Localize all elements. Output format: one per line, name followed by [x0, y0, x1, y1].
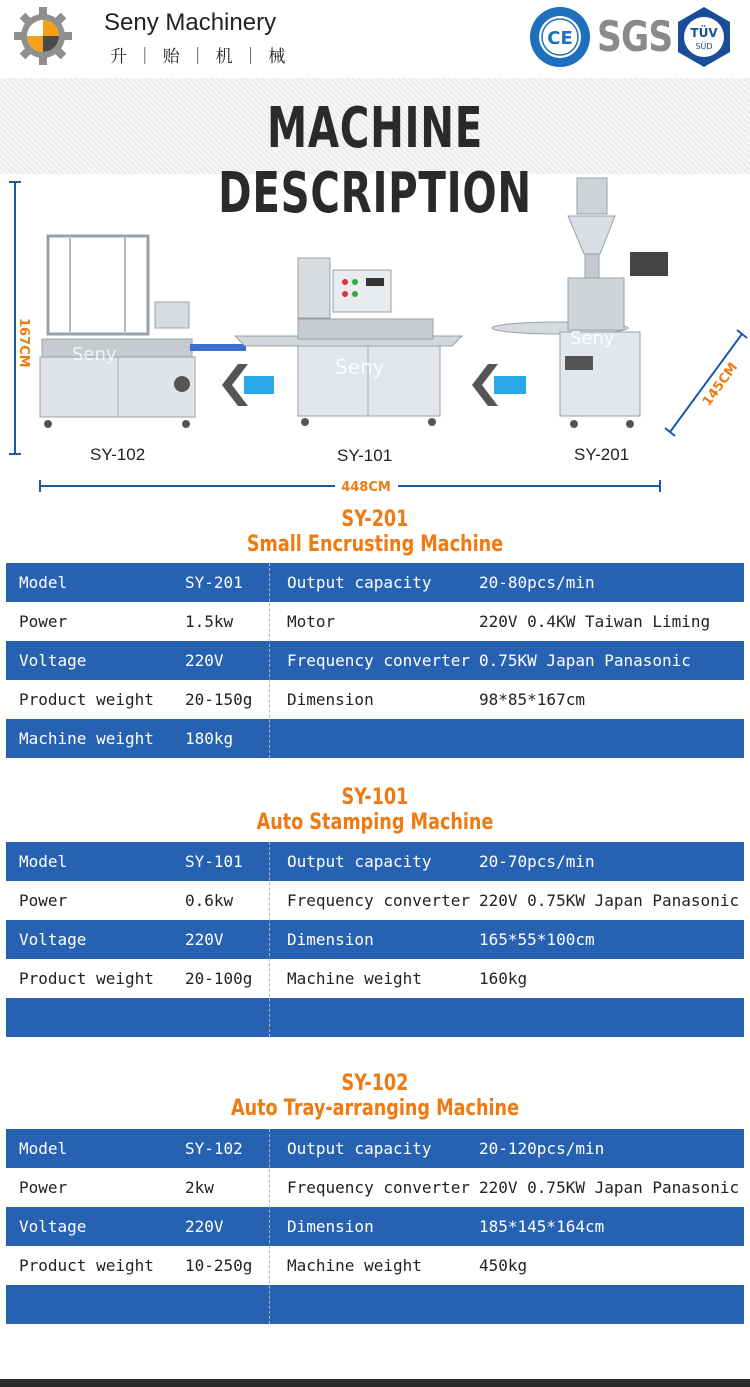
- tuv-certification-icon: [673, 6, 735, 68]
- spec-label: Product weight: [19, 969, 154, 988]
- spec-table-sy-201: [6, 563, 744, 758]
- spec-label: Model: [19, 573, 68, 592]
- tuv-text: TÜV: [690, 26, 718, 40]
- spec-value: 98*85*167cm: [479, 690, 585, 709]
- spec-value: SY-101: [185, 852, 243, 871]
- spec-value: SY-201: [185, 573, 243, 592]
- spec-label: Power: [19, 891, 68, 910]
- width-label: 448CM: [341, 480, 391, 495]
- depth-label: 145CM: [699, 360, 742, 410]
- header: [0, 0, 750, 76]
- machine-illustration: [0, 174, 750, 504]
- spec-label: Machine weight: [19, 729, 154, 748]
- spec-value: 2kw: [185, 1178, 214, 1197]
- spec-label: Product weight: [19, 690, 154, 709]
- height-label: 167CM: [16, 318, 31, 368]
- machine-label-sy-101: SY-101: [337, 446, 393, 465]
- spec-value: 20-150g: [185, 690, 253, 709]
- spec-value: 20-120pcs/min: [479, 1139, 605, 1158]
- column-divider: [269, 563, 270, 758]
- machine-sy-101-drawing: [235, 258, 462, 426]
- watermark-3: Seny: [570, 328, 615, 349]
- table-row: [6, 602, 744, 641]
- footer-bar: [0, 1379, 750, 1387]
- gear-logo-icon: [12, 5, 74, 67]
- spec-value: 20-80pcs/min: [479, 573, 595, 592]
- watermark-1: Seny: [72, 344, 117, 365]
- spec-value: 220V: [185, 651, 224, 670]
- model-description-sy-201: Small Encrusting Machine: [246, 532, 504, 557]
- table-row: [6, 1207, 744, 1246]
- spec-label: Voltage: [19, 651, 87, 670]
- table-row: [6, 842, 744, 881]
- spec-label: Frequency converter: [287, 891, 471, 910]
- spec-value: 0.75KW Japan Panasonic: [479, 651, 691, 670]
- table-row: [6, 881, 744, 920]
- spec-value: 0.6kw: [185, 891, 234, 910]
- table-row: [6, 719, 744, 758]
- spec-label: Machine weight: [287, 969, 422, 988]
- spec-value: 185*145*164cm: [479, 1217, 605, 1236]
- spec-label: Motor: [287, 612, 336, 631]
- table-row: [6, 959, 744, 998]
- spec-value: 220V: [185, 1217, 224, 1236]
- depth-dimension-line: [665, 330, 747, 436]
- machine-label-sy-102: SY-102: [90, 445, 146, 464]
- tuv-sub-text: SÜD: [695, 42, 713, 51]
- spec-value: 165*55*100cm: [479, 930, 595, 949]
- spec-value: 220V 0.75KW Japan Panasonic: [479, 1178, 740, 1197]
- spec-label: Dimension: [287, 690, 374, 709]
- brand-name: Seny Machinery: [104, 9, 277, 36]
- table-row: [6, 563, 744, 602]
- banner-title: MACHINE DESCRIPTION: [218, 96, 532, 226]
- model-description-sy-102: Auto Tray-arranging Machine: [230, 1096, 520, 1121]
- spec-value: 180kg: [185, 729, 234, 748]
- table-row: [6, 1129, 744, 1168]
- spec-label: Voltage: [19, 1217, 87, 1236]
- spec-value: 220V 0.4KW Taiwan Liming: [479, 612, 711, 631]
- spec-label: Model: [19, 1139, 68, 1158]
- spec-value: 20-100g: [185, 969, 253, 988]
- spec-label: Frequency converter: [287, 1178, 471, 1197]
- model-code-sy-101: SY-101: [341, 785, 409, 810]
- spec-value: 220V 0.75KW Japan Panasonic: [479, 891, 740, 910]
- table-row: [6, 1168, 744, 1207]
- watermark-2: Seny: [335, 355, 385, 379]
- ce-certification-icon: [529, 6, 591, 68]
- sgs-certification-logo: SGS: [597, 12, 673, 61]
- spec-label: Machine weight: [287, 1256, 422, 1275]
- table-row: [6, 641, 744, 680]
- flow-arrow-icon: [472, 364, 526, 406]
- spec-table-sy-102: [6, 1129, 744, 1324]
- spec-label: Dimension: [287, 1217, 374, 1236]
- column-divider: [269, 842, 270, 1037]
- spec-label: Dimension: [287, 930, 374, 949]
- ce-text: CE: [547, 28, 573, 49]
- spec-label: Output capacity: [287, 1139, 432, 1158]
- table-row: [6, 1246, 744, 1285]
- model-code-sy-201: SY-201: [341, 507, 409, 532]
- spec-label: Power: [19, 612, 68, 631]
- spec-label: Model: [19, 852, 68, 871]
- table-row: [6, 680, 744, 719]
- model-description-sy-101: Auto Stamping Machine: [256, 810, 494, 835]
- table-row: [6, 920, 744, 959]
- spec-label: Output capacity: [287, 573, 432, 592]
- spec-label: Power: [19, 1178, 68, 1197]
- spec-value: 20-70pcs/min: [479, 852, 595, 871]
- spec-label: Product weight: [19, 1256, 154, 1275]
- spec-value: 160kg: [479, 969, 528, 988]
- spec-value: 450kg: [479, 1256, 528, 1275]
- flow-arrow-icon: [222, 364, 274, 406]
- spec-value: 220V: [185, 930, 224, 949]
- machine-label-sy-201: SY-201: [574, 445, 630, 464]
- spec-table-sy-101: [6, 842, 744, 1037]
- spec-value: 1.5kw: [185, 612, 234, 631]
- spec-value: SY-102: [185, 1139, 243, 1158]
- spec-value: 10-250g: [185, 1256, 253, 1275]
- model-code-sy-102: SY-102: [341, 1071, 409, 1096]
- spec-label: Frequency converter: [287, 651, 471, 670]
- table-row: [6, 998, 744, 1037]
- spec-label: Output capacity: [287, 852, 432, 871]
- column-divider: [269, 1129, 270, 1324]
- table-row: [6, 1285, 744, 1324]
- brand-name-chinese: 升 ｜ 贻 ｜ 机 ｜ 械: [110, 47, 288, 67]
- machine-sy-102-drawing: [40, 236, 246, 428]
- spec-label: Voltage: [19, 930, 87, 949]
